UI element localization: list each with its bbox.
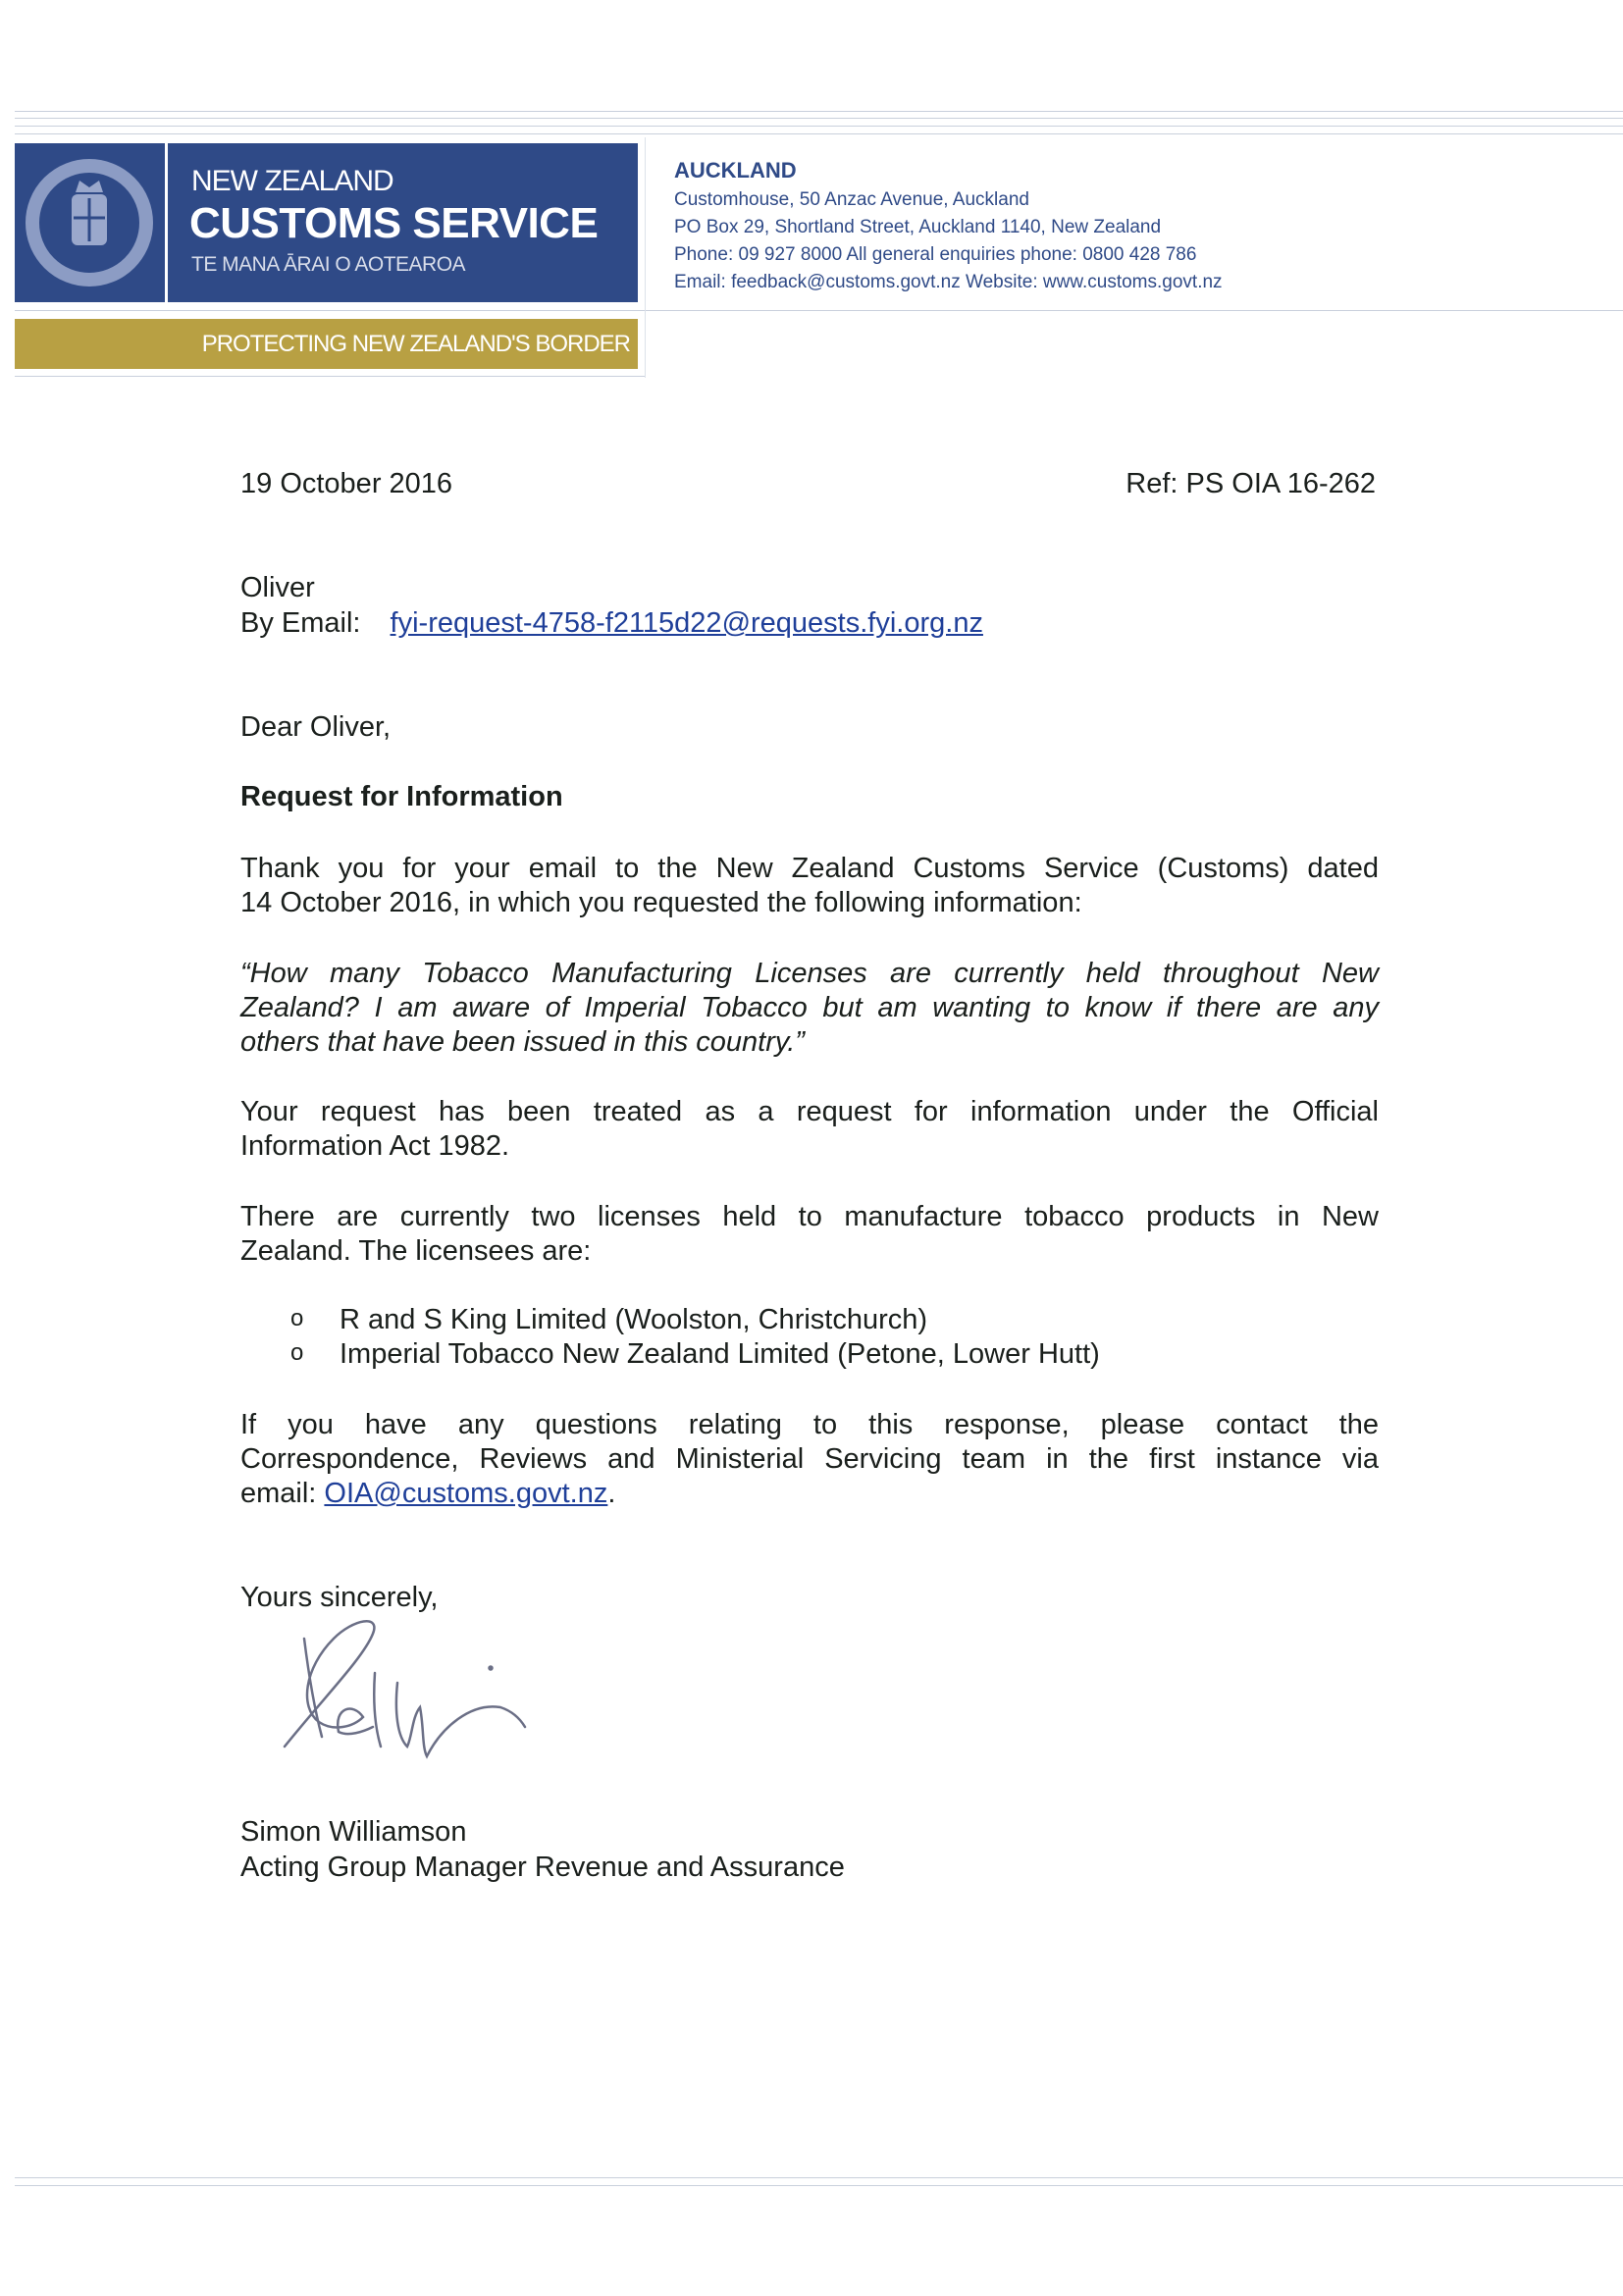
office-address2: PO Box 29, Shortland Street, Auckland 1140, New Zealand — [674, 217, 1162, 237]
paragraph-line: Correspondence, Reviews and Ministerial Servicing team in the first instance via — [240, 1443, 1379, 1475]
logo-divider — [165, 143, 168, 302]
bullet-icon: o — [290, 1305, 304, 1331]
paragraph-3 — [240, 1200, 1379, 1269]
signature-image — [265, 1609, 559, 1776]
header-rule — [15, 376, 645, 377]
quote-line: “How many Tobacco Manufacturing Licenses are currently held throughout New — [240, 958, 1379, 989]
logo-line3: TE MANA ĀRAI O AOTEAROA — [191, 253, 466, 276]
email-prefix: email: — [240, 1478, 325, 1509]
office-city: AUCKLAND — [674, 158, 797, 183]
office-phone: Phone: 09 927 8000 All general enquiries phone: 0800 428 786 — [674, 244, 1197, 265]
header-rule — [15, 118, 1623, 119]
office-address1: Customhouse, 50 Anzac Avenue, Auckland — [674, 189, 1029, 210]
recipient-email-link[interactable]: fyi-request-4758-f2115d22@requests.fyi.org.nz — [390, 607, 983, 639]
logo-line2: CUSTOMS SERVICE — [189, 199, 599, 247]
quote-line: others that have been issued in this country.” — [240, 1026, 805, 1058]
footer-rule — [15, 2177, 1623, 2178]
office-contact — [674, 157, 1223, 296]
paragraph-4 — [240, 1408, 1379, 1511]
paragraph-line: There are currently two licenses held to manufacture tobacco products in New — [240, 1201, 1379, 1232]
header-rule — [15, 133, 1623, 134]
recipient-email-line — [240, 606, 983, 641]
licensee-item: Imperial Tobacco New Zealand Limited (Petone, Lower Hutt) — [340, 1338, 1100, 1370]
letter-date: 19 October 2016 — [240, 468, 453, 499]
email-suffix: . — [607, 1478, 616, 1509]
header-rule — [15, 111, 1623, 112]
letter-ref: Ref: PS OIA 16-262 — [1126, 468, 1376, 499]
subject-heading: Request for Information — [240, 781, 563, 812]
tagline: PROTECTING NEW ZEALAND'S BORDER — [201, 331, 630, 357]
bullet-icon: o — [290, 1339, 304, 1366]
recipient-name: Oliver — [240, 572, 315, 603]
licensee-item: R and S King Limited (Woolston, Christchurch) — [340, 1304, 928, 1335]
contact-email-link[interactable]: OIA@customs.govt.nz — [324, 1478, 608, 1509]
salutation: Dear Oliver, — [240, 711, 392, 743]
header-rule — [15, 126, 1623, 127]
paragraph-2 — [240, 1095, 1379, 1164]
logo-line1: NEW ZEALAND — [191, 165, 393, 197]
closing: Yours sincerely, — [240, 1582, 439, 1613]
paragraph-line: If you have any questions relating to this response, please contact the — [240, 1409, 1379, 1440]
paragraph-line: Thank you for your email to the New Zealand Customs Service (Customs) dated — [240, 853, 1379, 884]
by-email-label: By Email: — [240, 607, 361, 639]
paragraph-line: 14 October 2016, in which you requested the following information: — [240, 887, 1082, 918]
paragraph-1 — [240, 852, 1379, 920]
customs-seal-icon — [15, 143, 164, 302]
quoted-request — [240, 957, 1379, 1060]
signatory-title: Acting Group Manager Revenue and Assurance — [240, 1852, 845, 1883]
paragraph-line: Your request has been treated as a request for information under the Official — [240, 1096, 1379, 1127]
office-email-web: Email: feedback@customs.govt.nz Website: www.customs.govt.nz — [674, 272, 1223, 292]
paragraph-line: Information Act 1982. — [240, 1130, 510, 1162]
quote-line: Zealand? I am aware of Imperial Tobacco but am wanting to know if there are any — [240, 992, 1379, 1023]
paragraph-line: Zealand. The licensees are: — [240, 1235, 592, 1267]
footer-rule — [15, 2185, 1623, 2186]
header-rule — [15, 310, 1623, 311]
signatory-name: Simon Williamson — [240, 1816, 467, 1848]
header-divider — [645, 137, 646, 378]
